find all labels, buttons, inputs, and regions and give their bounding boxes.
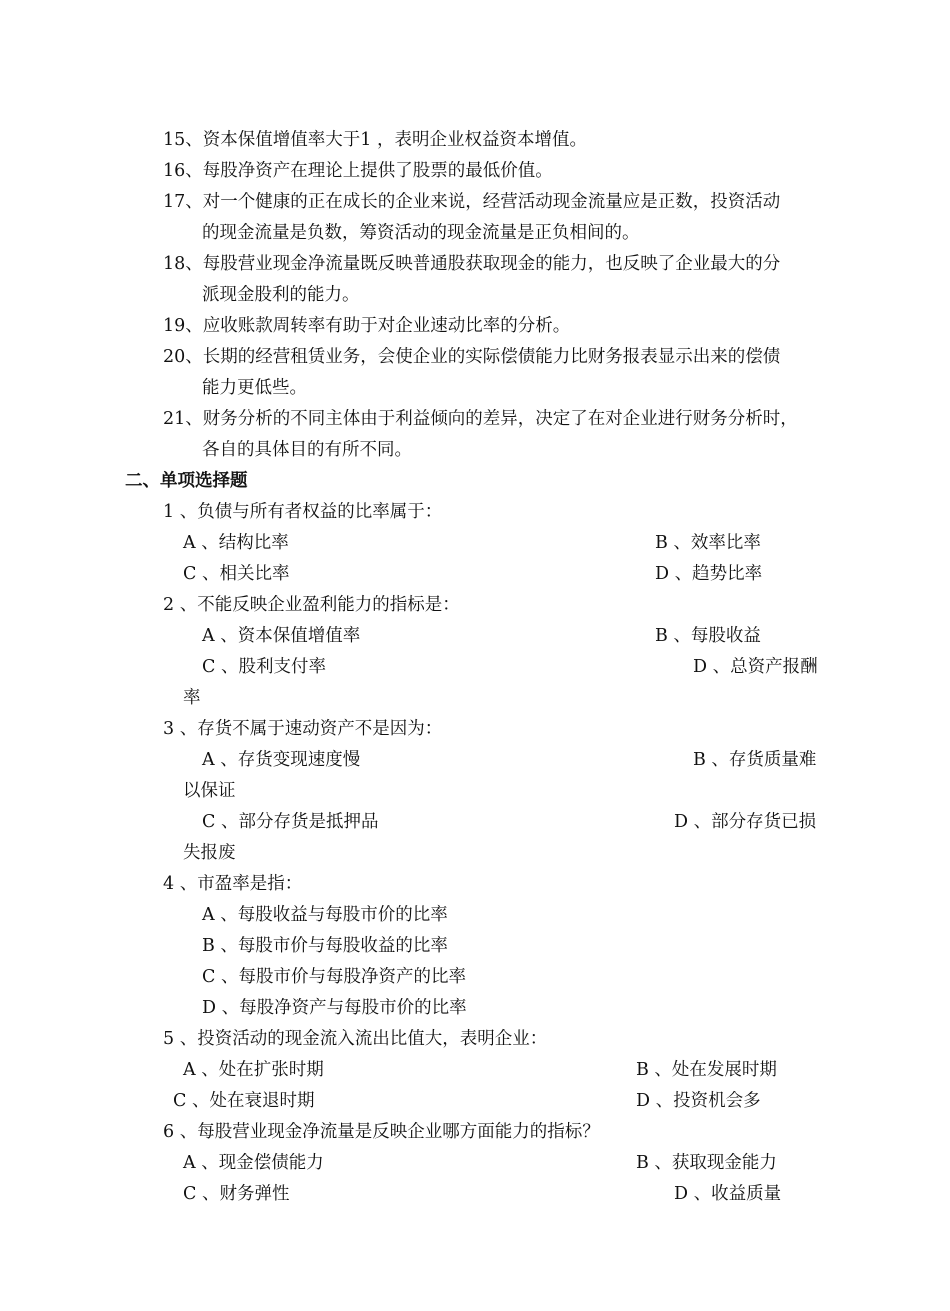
statement-21-line2: 各自的具体目的有所不同。 [202, 440, 412, 460]
question-4-option-d: D 、每股净资产与每股市价的比率 [202, 998, 467, 1018]
question-4-stem: 4 、市盈率是指： [163, 874, 303, 894]
statement-17-line1: 17、对一个健康的正在成长的企业来说，经营活动现金流量应是正数，投资活动 [163, 192, 781, 212]
statement-18-line2: 派现金股利的能力。 [202, 285, 360, 305]
question-1-option-d: D 、趋势比率 [655, 564, 763, 584]
question-3-option-b-wrap: 以保证 [183, 781, 236, 801]
statement-16: 16、每股净资产在理论上提供了股票的最低价值。 [163, 161, 553, 181]
question-3-stem: 3 、存货不属于速动资产不是因为： [163, 719, 443, 739]
question-3-option-d-wrap: 失报废 [183, 843, 236, 863]
question-5-option-c: C 、处在衰退时期 [173, 1091, 315, 1111]
question-2-option-d-wrap: 率 [183, 688, 201, 708]
question-3-option-a: A 、存货变现速度慢 [202, 750, 361, 770]
question-1-option-c: C 、相关比率 [183, 564, 290, 584]
question-2-stem: 2 、不能反映企业盈利能力的指标是： [163, 595, 460, 615]
question-4-option-b: B 、每股市价与每股收益的比率 [202, 936, 448, 956]
question-6-option-d: D 、收益质量 [674, 1184, 782, 1204]
statement-15: 15、资本保值增值率大于1 ，表明企业权益资本增值。 [163, 130, 587, 150]
question-2-option-b: B 、每股收益 [655, 626, 761, 646]
question-3-option-b: B 、存货质量难 [693, 750, 817, 770]
question-4-option-a: A 、每股收益与每股市价的比率 [202, 905, 448, 925]
question-2-option-c: C 、股利支付率 [202, 657, 326, 677]
question-2-option-a: A 、资本保值增值率 [202, 626, 361, 646]
question-6-option-a: A 、现金偿债能力 [183, 1153, 324, 1173]
question-4-option-c: C 、每股市价与每股净资产的比率 [202, 967, 466, 987]
statement-17-line2: 的现金流量是负数，筹资活动的现金流量是正负相间的。 [202, 223, 640, 243]
question-6-option-b: B 、获取现金能力 [636, 1153, 777, 1173]
question-3-option-c: C 、部分存货是抵押品 [202, 812, 379, 832]
question-6-stem: 6 、每股营业现金净流量是反映企业哪方面能力的指标？ [163, 1122, 600, 1142]
question-2-option-d: D 、总资产报酬 [693, 657, 818, 677]
question-5-option-b: B 、处在发展时期 [636, 1060, 777, 1080]
question-1-stem: 1 、负债与所有者权益的比率属于： [163, 502, 443, 522]
statement-18-line1: 18、每股营业现金净流量既反映普通股获取现金的能力，也反映了企业最大的分 [163, 254, 781, 274]
question-5-option-d: D 、投资机会多 [636, 1091, 761, 1111]
question-1-option-a: A 、结构比率 [183, 533, 289, 553]
statement-19: 19、应收账款周转率有助于对企业速动比率的分析。 [163, 316, 571, 336]
question-1-option-b: B 、效率比率 [655, 533, 761, 553]
question-3-option-d: D 、部分存货已损 [674, 812, 817, 832]
statement-20-line1: 20、长期的经营租赁业务，会使企业的实际偿债能力比财务报表显示出来的偿债 [163, 347, 781, 367]
section-title: 二、单项选择题 [125, 471, 248, 491]
question-5-stem: 5 、投资活动的现金流入流出比值大，表明企业： [163, 1029, 548, 1049]
statement-20-line2: 能力更低些。 [202, 378, 307, 398]
statement-21-line1: 21、财务分析的不同主体由于利益倾向的差异，决定了在对企业进行财务分析时， [163, 409, 798, 429]
question-5-option-a: A 、处在扩张时期 [183, 1060, 324, 1080]
question-6-option-c: C 、财务弹性 [183, 1184, 290, 1204]
